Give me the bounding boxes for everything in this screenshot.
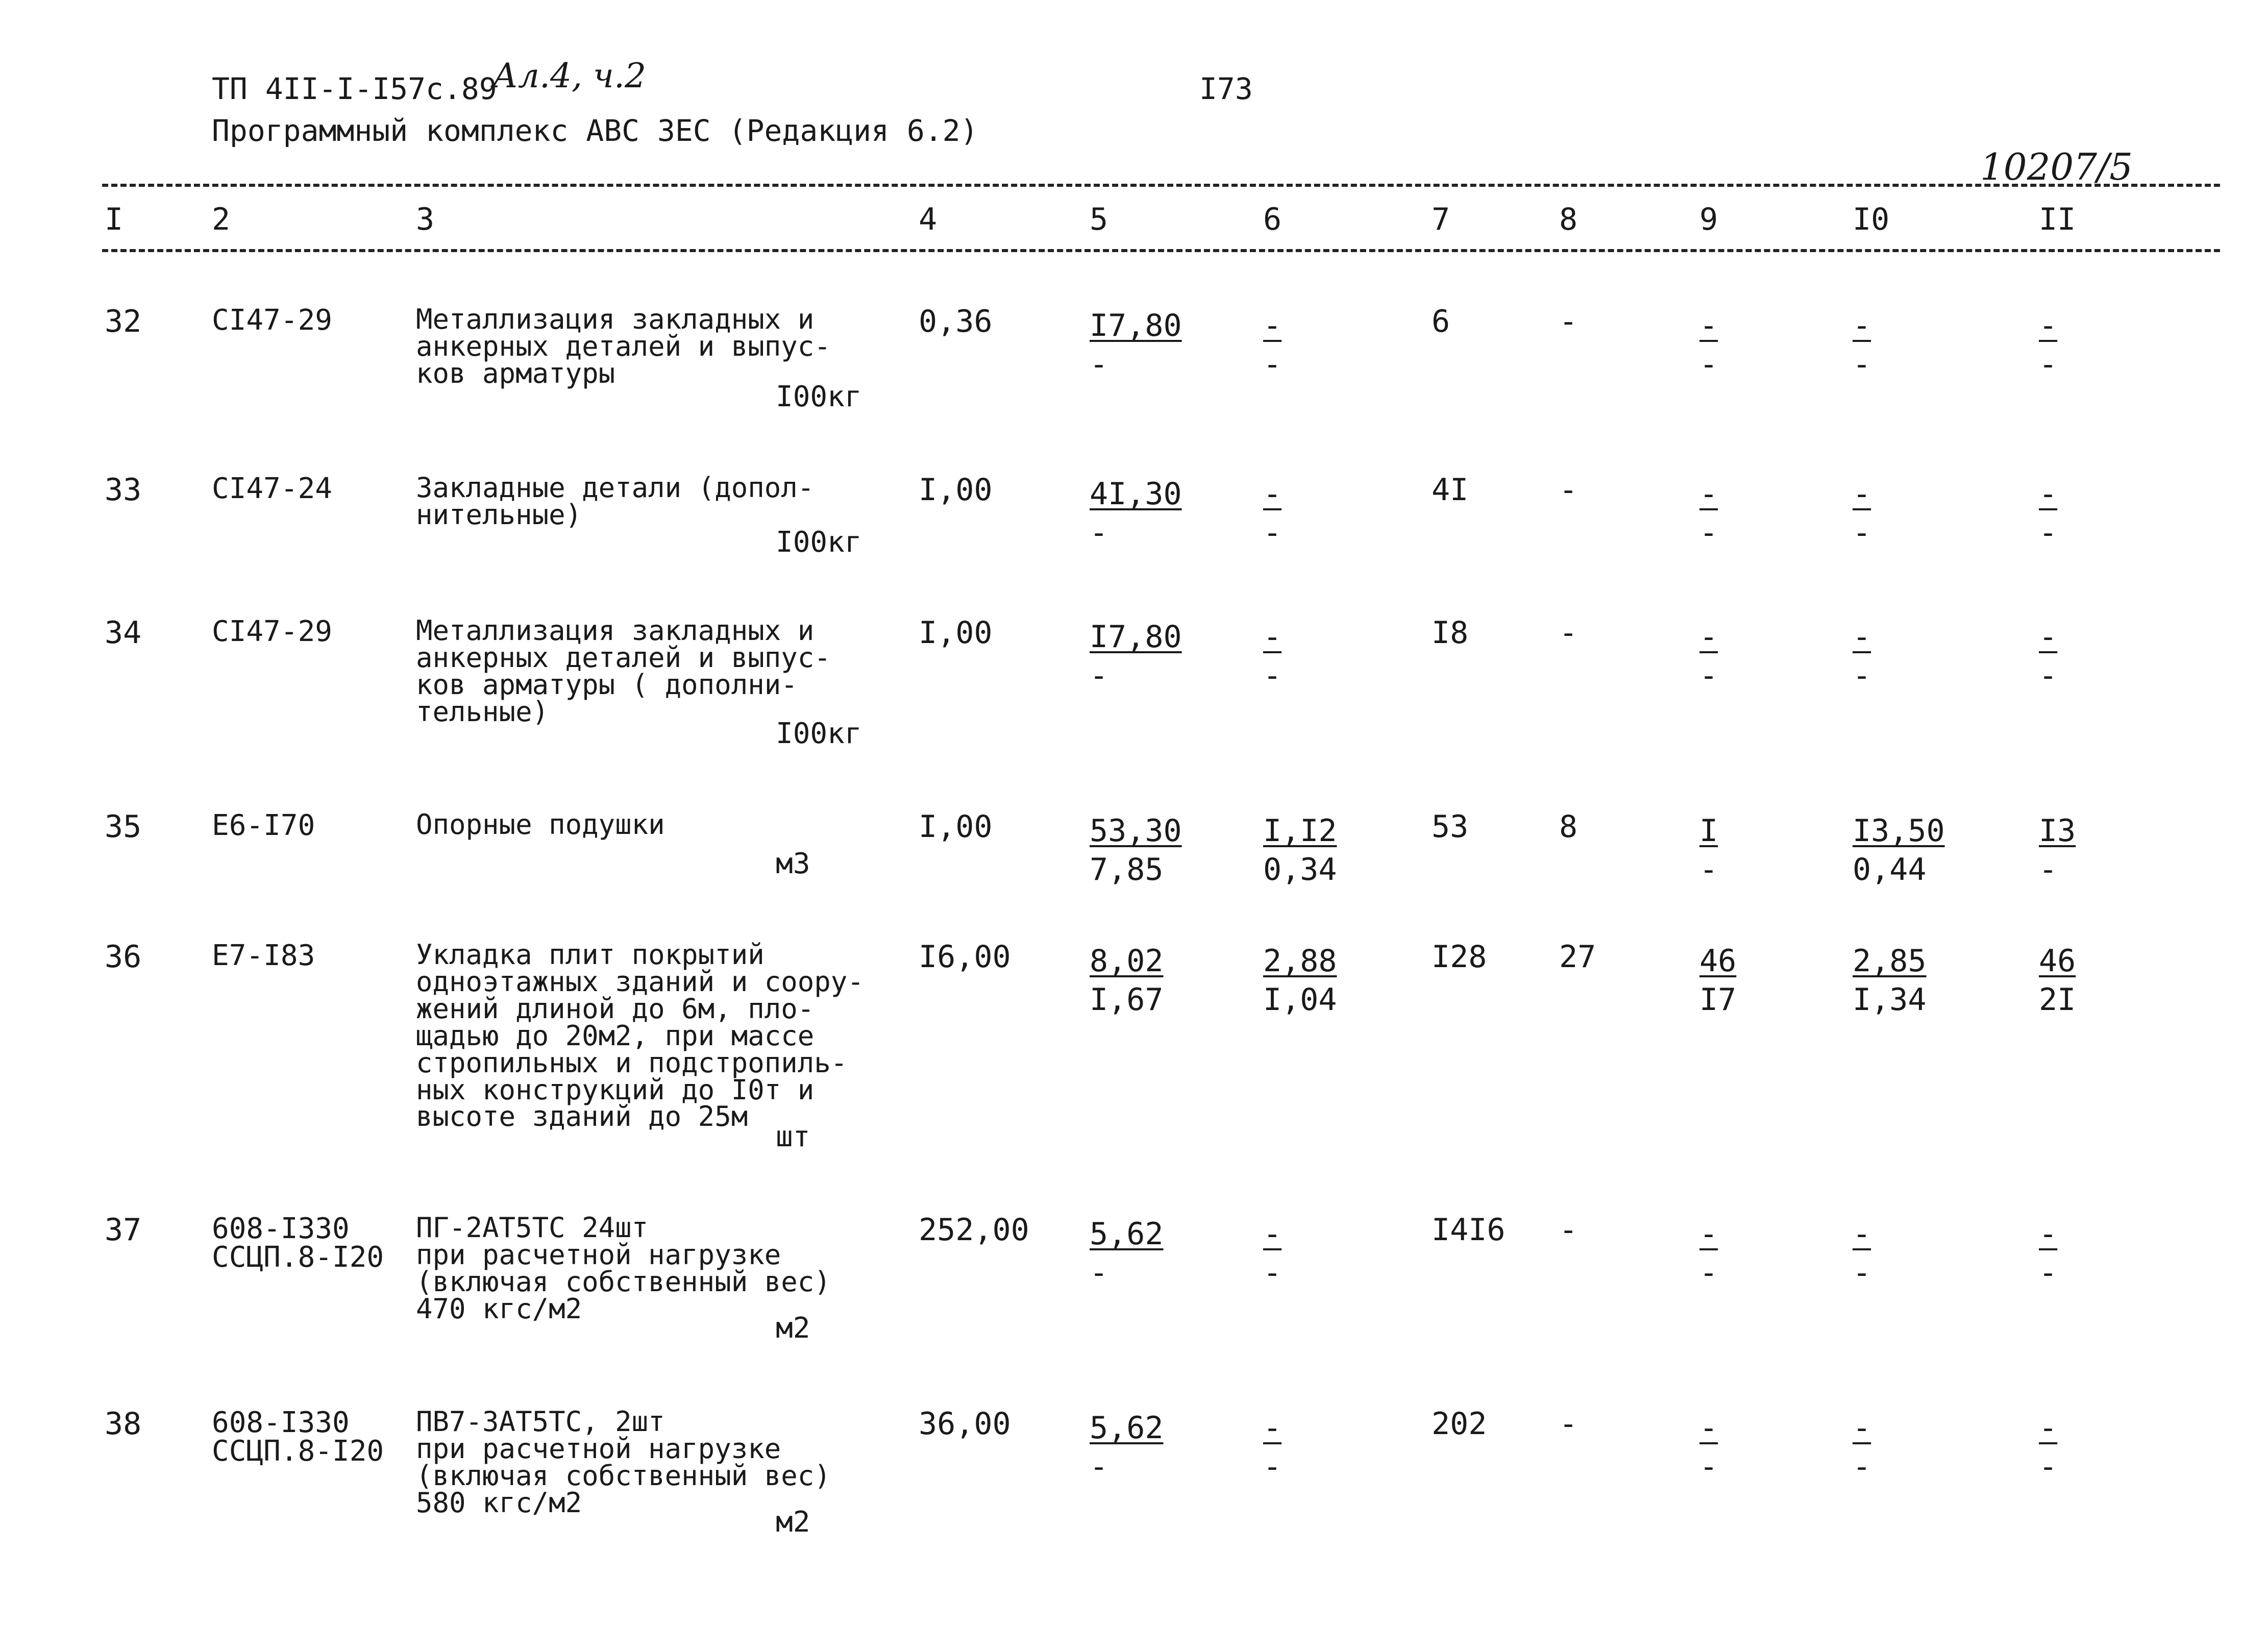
cost-col-9-bottom: - <box>1699 1449 1718 1485</box>
unit-of-measure: шт <box>776 1120 810 1153</box>
cost-col-5-top: I7,80 <box>1090 619 1182 655</box>
unit-of-measure: I00кг <box>776 380 862 413</box>
cost-col-8: - <box>1559 472 1578 508</box>
work-description: Закладные детали (допол- нительные) <box>416 472 815 531</box>
program-line: Программный комплекс АВС 3ЕС (Редакция 6.2) <box>212 113 978 148</box>
cost-col-6-bottom: - <box>1263 658 1282 694</box>
cost-col-10-bottom: - <box>1853 658 1871 694</box>
cost-col-10-top: 2,85 <box>1853 943 1927 979</box>
work-description: Укладка плит покрытий одноэтажных зданий и соору- жений длиной до 6м, пло- щадью до 20м2, при массе стропильных и подстропиль- ных конструкций до I0т и высоте зданий до 25м <box>416 939 864 1133</box>
cost-col-10-top: - <box>1853 619 1871 655</box>
cost-col-9-bottom: - <box>1699 852 1718 888</box>
cost-col-9-top: - <box>1699 308 1718 343</box>
quantity: 36,00 <box>919 1406 1011 1442</box>
cost-col-5-top: 5,62 <box>1090 1410 1164 1446</box>
cost-col-5-bottom: - <box>1090 658 1108 694</box>
unit-of-measure: I00кг <box>776 526 862 559</box>
cost-col-10-bottom: I,34 <box>1853 982 1927 1018</box>
cost-col-7: 4I <box>1432 472 1469 508</box>
cost-col-11-top: - <box>2039 1216 2058 1252</box>
norm-code: Е7-I83 <box>212 939 315 972</box>
cost-col-8: - <box>1559 304 1578 339</box>
norm-code: 608-I330 ССЦП.8-I20 <box>212 1212 384 1274</box>
quantity: I,00 <box>919 615 993 651</box>
unit-of-measure: м2 <box>776 1506 810 1539</box>
cost-col-11-top: - <box>2039 308 2058 343</box>
cost-col-11-bottom: - <box>2039 515 2058 551</box>
cost-col-6-top: - <box>1263 1410 1282 1446</box>
header-top-rule <box>102 184 2220 187</box>
cost-col-5-top: 53,30 <box>1090 813 1182 849</box>
cost-col-11-top: - <box>2039 476 2058 512</box>
row-number: 35 <box>105 809 142 845</box>
cost-col-5-top: 4I,30 <box>1090 476 1182 512</box>
cost-col-10-top: - <box>1853 1216 1871 1252</box>
cost-col-11-bottom: - <box>2039 658 2058 694</box>
cost-col-7: I4I6 <box>1432 1212 1506 1248</box>
cost-col-8: - <box>1559 1406 1578 1442</box>
cost-col-11-bottom: - <box>2039 347 2058 382</box>
cost-col-10-top: - <box>1853 476 1871 512</box>
cost-col-9-bottom: - <box>1699 658 1718 694</box>
cost-col-6-top: - <box>1263 619 1282 655</box>
norm-code: СI47-29 <box>212 615 333 648</box>
cost-col-10-top: - <box>1853 308 1871 343</box>
cost-col-9-top: - <box>1699 1216 1718 1252</box>
cost-col-7: 53 <box>1432 809 1469 845</box>
cost-col-9-bottom: I7 <box>1699 982 1737 1018</box>
cost-col-6-bottom: I,04 <box>1263 982 1337 1018</box>
cost-col-11-top: - <box>2039 1410 2058 1446</box>
work-description: Опорные подушки <box>416 808 665 841</box>
cost-col-6-bottom: 0,34 <box>1263 852 1337 888</box>
cost-col-8: - <box>1559 1212 1578 1248</box>
cost-col-5-bottom: - <box>1090 515 1108 551</box>
cost-col-5-bottom: - <box>1090 347 1108 382</box>
cost-col-8: 8 <box>1559 809 1578 845</box>
cost-col-9-top: 46 <box>1699 943 1737 979</box>
cost-col-11-bottom: - <box>2039 852 2058 888</box>
cost-col-7: I28 <box>1432 939 1487 975</box>
cost-col-11-bottom: - <box>2039 1255 2058 1291</box>
cost-col-10-bottom: - <box>1853 347 1871 382</box>
page-number: I73 <box>1199 71 1253 106</box>
column-number: 4 <box>919 202 938 237</box>
column-number: 6 <box>1263 202 1282 237</box>
cost-col-6-bottom: - <box>1263 347 1282 382</box>
row-number: 32 <box>105 304 142 339</box>
cost-col-5-bottom: - <box>1090 1449 1108 1485</box>
norm-code: СI47-29 <box>212 304 333 337</box>
cost-col-10-bottom: 0,44 <box>1853 852 1927 888</box>
cost-col-10-top: I3,50 <box>1853 813 1945 849</box>
cost-col-9-bottom: - <box>1699 515 1718 551</box>
row-number: 34 <box>105 615 142 651</box>
cost-col-5-bottom: - <box>1090 1255 1108 1291</box>
cost-col-9-top: - <box>1699 1410 1718 1446</box>
cost-col-5-bottom: 7,85 <box>1090 852 1164 888</box>
cost-col-11-bottom: 2I <box>2039 982 2076 1018</box>
work-description: ПГ-2АТ5ТС 24шт при расчетной нагрузке (включая собственный вес) 470 кгс/м2 <box>416 1212 831 1325</box>
unit-of-measure: м2 <box>776 1312 810 1345</box>
doc-code: ТП 4II-I-I57с.89 <box>212 71 497 106</box>
norm-code: 608-I330 ССЦП.8-I20 <box>212 1406 384 1468</box>
cost-col-6-bottom: - <box>1263 1255 1282 1291</box>
cost-col-8: - <box>1559 615 1578 651</box>
cost-col-6-top: I,I2 <box>1263 813 1337 849</box>
cost-col-11-bottom: - <box>2039 1449 2058 1485</box>
norm-code: СI47-24 <box>212 472 333 505</box>
cost-col-10-bottom: - <box>1853 515 1871 551</box>
cost-col-6-top: - <box>1263 476 1282 512</box>
unit-of-measure: I00кг <box>776 717 862 750</box>
column-number: 8 <box>1559 202 1578 237</box>
cost-col-5-top: 5,62 <box>1090 1216 1164 1252</box>
unit-of-measure: м3 <box>776 847 810 880</box>
row-number: 38 <box>105 1406 142 1442</box>
cost-col-11-top: - <box>2039 619 2058 655</box>
cost-col-9-bottom: - <box>1699 347 1718 382</box>
column-number: 5 <box>1090 202 1108 237</box>
cost-col-9-top: - <box>1699 619 1718 655</box>
column-number: I0 <box>1853 202 1890 237</box>
column-number: 9 <box>1699 202 1718 237</box>
column-number: II <box>2039 202 2076 237</box>
cost-col-9-top: I <box>1699 813 1718 849</box>
cost-col-9-bottom: - <box>1699 1255 1718 1291</box>
cost-col-10-top: - <box>1853 1410 1871 1446</box>
cost-col-6-bottom: - <box>1263 515 1282 551</box>
work-description: Металлизация закладных и анкерных деталей и выпус- ков арматуры <box>416 303 831 389</box>
column-number: 3 <box>416 202 435 237</box>
column-number: I <box>105 202 124 237</box>
handwritten-reference: Ал.4, ч.2 <box>492 56 646 95</box>
cost-col-7: 202 <box>1432 1406 1487 1442</box>
norm-code: Е6-I70 <box>212 809 315 842</box>
column-number: 7 <box>1432 202 1450 237</box>
row-number: 36 <box>105 939 142 975</box>
cost-col-10-bottom: - <box>1853 1255 1871 1291</box>
cost-col-5-top: 8,02 <box>1090 943 1164 979</box>
cost-col-5-bottom: I,67 <box>1090 982 1164 1018</box>
cost-col-7: 6 <box>1432 304 1450 339</box>
cost-col-8: 27 <box>1559 939 1596 975</box>
cost-col-11-top: 46 <box>2039 943 2076 979</box>
work-description: Металлизация закладных и анкерных деталей и выпус- ков арматуры ( дополни- тельные) <box>416 614 831 728</box>
cost-col-6-top: - <box>1263 1216 1282 1252</box>
quantity: I,00 <box>919 472 993 508</box>
cost-col-7: I8 <box>1432 615 1469 651</box>
header-bottom-rule <box>102 249 2220 252</box>
row-number: 33 <box>105 472 142 508</box>
cost-col-5-top: I7,80 <box>1090 308 1182 343</box>
quantity: I6,00 <box>919 939 1011 975</box>
work-description: ПВ7-3АТ5ТС, 2шт при расчетной нагрузке (включая собственный вес) 580 кгс/м2 <box>416 1406 831 1519</box>
cost-col-9-top: - <box>1699 476 1718 512</box>
cost-col-11-top: I3 <box>2039 813 2076 849</box>
row-number: 37 <box>105 1212 142 1248</box>
cost-col-6-bottom: - <box>1263 1449 1282 1485</box>
quantity: 0,36 <box>919 304 993 339</box>
cost-col-6-top: 2,88 <box>1263 943 1337 979</box>
quantity: 252,00 <box>919 1212 1029 1248</box>
cost-col-10-bottom: - <box>1853 1449 1871 1485</box>
cost-col-6-top: - <box>1263 308 1282 343</box>
column-number: 2 <box>212 202 231 237</box>
quantity: I,00 <box>919 809 993 845</box>
handwritten-number: 10207/5 <box>1980 145 2133 188</box>
